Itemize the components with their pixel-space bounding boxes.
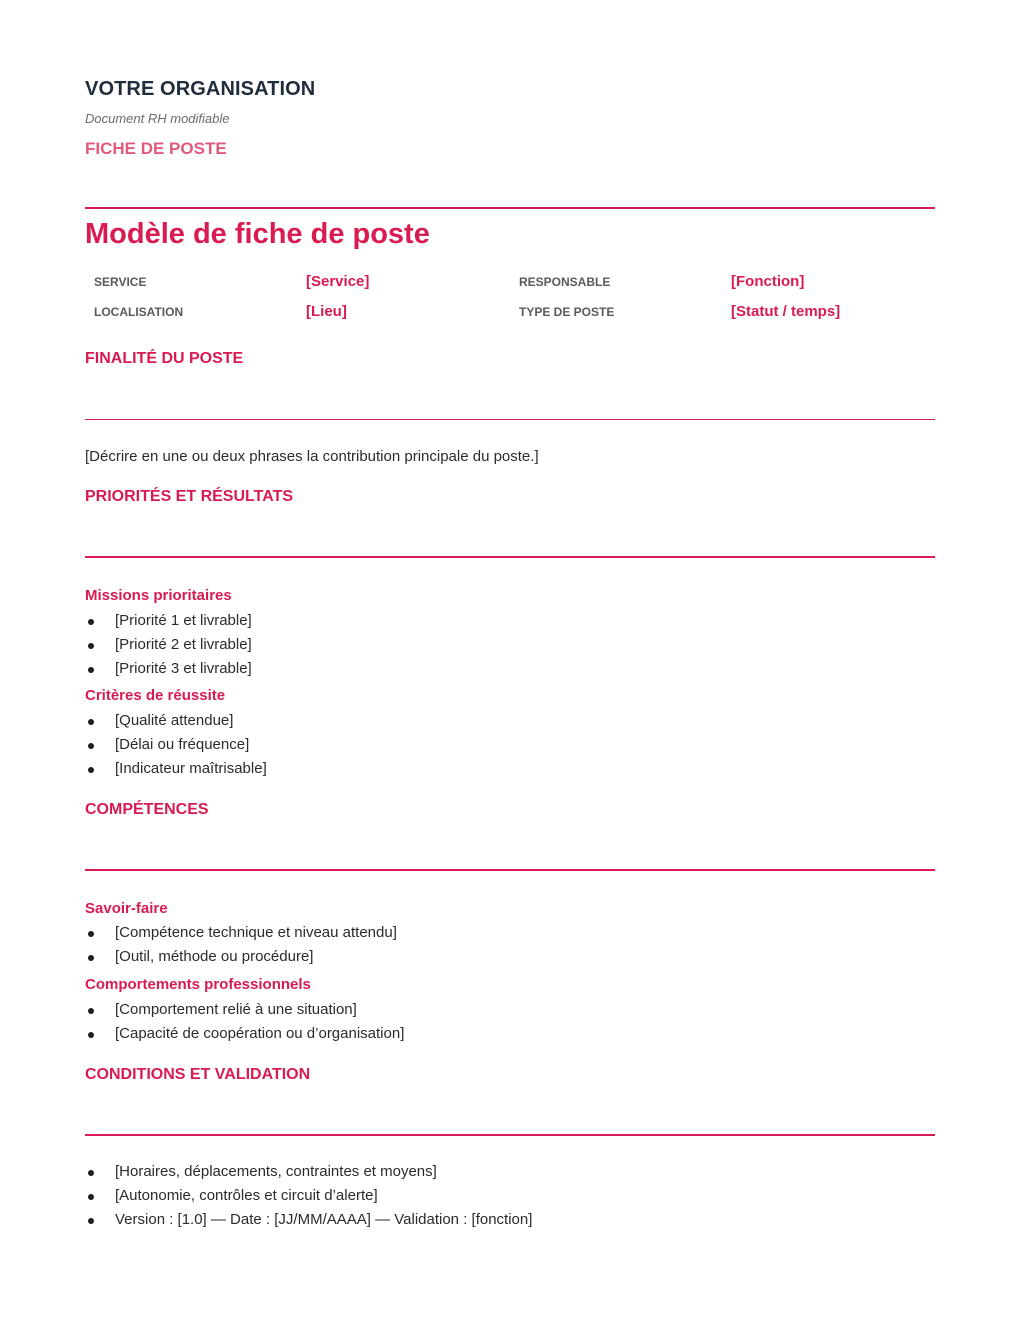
responsable-label: RESPONSABLE (519, 275, 611, 289)
finalite-text: [Décrire en une ou deux phrases la contribution principale du poste.] (85, 448, 539, 465)
comportements-list (85, 998, 404, 1046)
criteres-list (85, 709, 267, 781)
finalite-divider (85, 419, 935, 420)
finalite-heading: FINALITÉ DU POSTE (85, 350, 244, 367)
document-subtitle: Document RH modifiable (85, 111, 230, 126)
missions-heading: Missions prioritaires (85, 587, 232, 604)
organization-name: VOTRE ORGANISATION (85, 78, 316, 100)
list-item: [Capacité de coopération ou d’organisation] (85, 1022, 404, 1046)
meta-row-1 (85, 272, 935, 302)
list-item: [Horaires, déplacements, contraintes et moyens] (85, 1160, 532, 1184)
responsable-value: [Fonction] (731, 273, 805, 290)
localisation-value: [Lieu] (306, 303, 347, 320)
type-label: TYPE DE POSTE (519, 305, 615, 319)
savoir-faire-list (85, 921, 397, 969)
list-item: Version : [1.0] — Date : [JJ/MM/AAAA] — Validation : [fonction] (85, 1208, 532, 1232)
conditions-list (85, 1160, 532, 1232)
comportements-heading: Comportements professionnels (85, 976, 311, 993)
meta-row-2 (85, 302, 935, 332)
list-item: [Priorité 2 et livrable] (85, 633, 252, 657)
type-value: [Statut / temps] (731, 303, 841, 320)
list-item: [Délai ou fréquence] (85, 733, 267, 757)
list-item: [Indicateur maîtrisable] (85, 757, 267, 781)
document-type: FICHE DE POSTE (85, 139, 227, 158)
title-divider (85, 207, 935, 209)
list-item: [Priorité 1 et livrable] (85, 609, 252, 633)
conditions-heading: CONDITIONS ET VALIDATION (85, 1066, 311, 1083)
savoir-faire-heading: Savoir-faire (85, 900, 168, 917)
criteres-heading: Critères de réussite (85, 687, 226, 704)
competences-heading: COMPÉTENCES (85, 801, 209, 818)
missions-list (85, 609, 252, 681)
priorites-heading: PRIORITÉS ET RÉSULTATS (85, 488, 294, 505)
list-item: [Autonomie, contrôles et circuit d’alerte] (85, 1184, 532, 1208)
meta-table (85, 272, 935, 332)
list-item: [Qualité attendue] (85, 709, 267, 733)
list-item: [Priorité 3 et livrable] (85, 657, 252, 681)
service-label: SERVICE (94, 275, 147, 289)
list-item: [Outil, méthode ou procédure] (85, 945, 397, 969)
conditions-divider (85, 1134, 935, 1136)
service-value: [Service] (306, 273, 370, 290)
priorites-divider (85, 556, 935, 558)
list-item: [Comportement relié à une situation] (85, 998, 404, 1022)
localisation-label: LOCALISATION (94, 305, 184, 319)
competences-divider (85, 869, 935, 871)
list-item: [Compétence technique et niveau attendu] (85, 921, 397, 945)
page-title: Modèle de fiche de poste (85, 218, 430, 250)
